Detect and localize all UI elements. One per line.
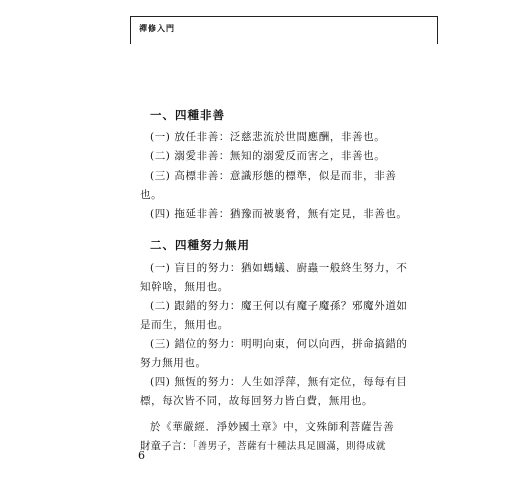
header-rule [130, 16, 438, 17]
section-2-line: 努力無用也。 [140, 357, 207, 369]
section-2-line: 知幹啥，無用也。 [140, 281, 229, 293]
header-frame-left [130, 16, 131, 44]
section-1-line: (一) 放任非善：泛慈悲流於世間應酬，非善也。 [150, 131, 386, 143]
section-2-line: (一) 盲目的努力：猶如螞蟻、廚蟲一般終生努力，不 [150, 262, 408, 274]
section-1-line: (四) 拖延非善：猶豫而被裹脅，無有定見，非善也。 [150, 208, 408, 220]
section-2-line: (四) 無恆的努力：人生如浮萍，無有定位，每每有目 [150, 376, 408, 388]
section-1-line: (二) 溺愛非善：無知的溺愛反而害之，非善也。 [150, 150, 386, 162]
section-2-line: 標，每次皆不同，故每回努力皆白費，無用也。 [140, 395, 374, 407]
closing-quote: 「善男子，菩薩有十種法具足圓滿，則得成就 [192, 441, 386, 452]
section-2-line: (三) 錯位的努力：明明向東，何以向西，拼命搞錯的 [150, 338, 408, 350]
section-heading-four-non-goods: 一、四種非善 [150, 108, 225, 122]
section-1-line: (三) 高標非善：意識形態的標準，似是而非，非善 [150, 170, 397, 182]
closing-paragraph-line: 於《華嚴經．淨妙國土章》中，文殊師利菩薩告善 [150, 421, 395, 433]
closing-paragraph-line [140, 438, 386, 453]
page-number: 6 [138, 449, 145, 462]
section-2-line: 是而生，無用也。 [140, 319, 229, 331]
section-heading-four-useless-efforts: 二、四種努力無用 [150, 238, 250, 252]
section-2-line: (二) 跟錯的努力：魔王何以有魔子魔孫？邪魔外道如 [150, 300, 408, 312]
closing-line-prefix: 財童子言： [140, 440, 193, 452]
running-header: 禪修入門 [139, 23, 175, 33]
section-1-line: 也。 [140, 189, 163, 201]
header-frame-right [437, 16, 438, 44]
